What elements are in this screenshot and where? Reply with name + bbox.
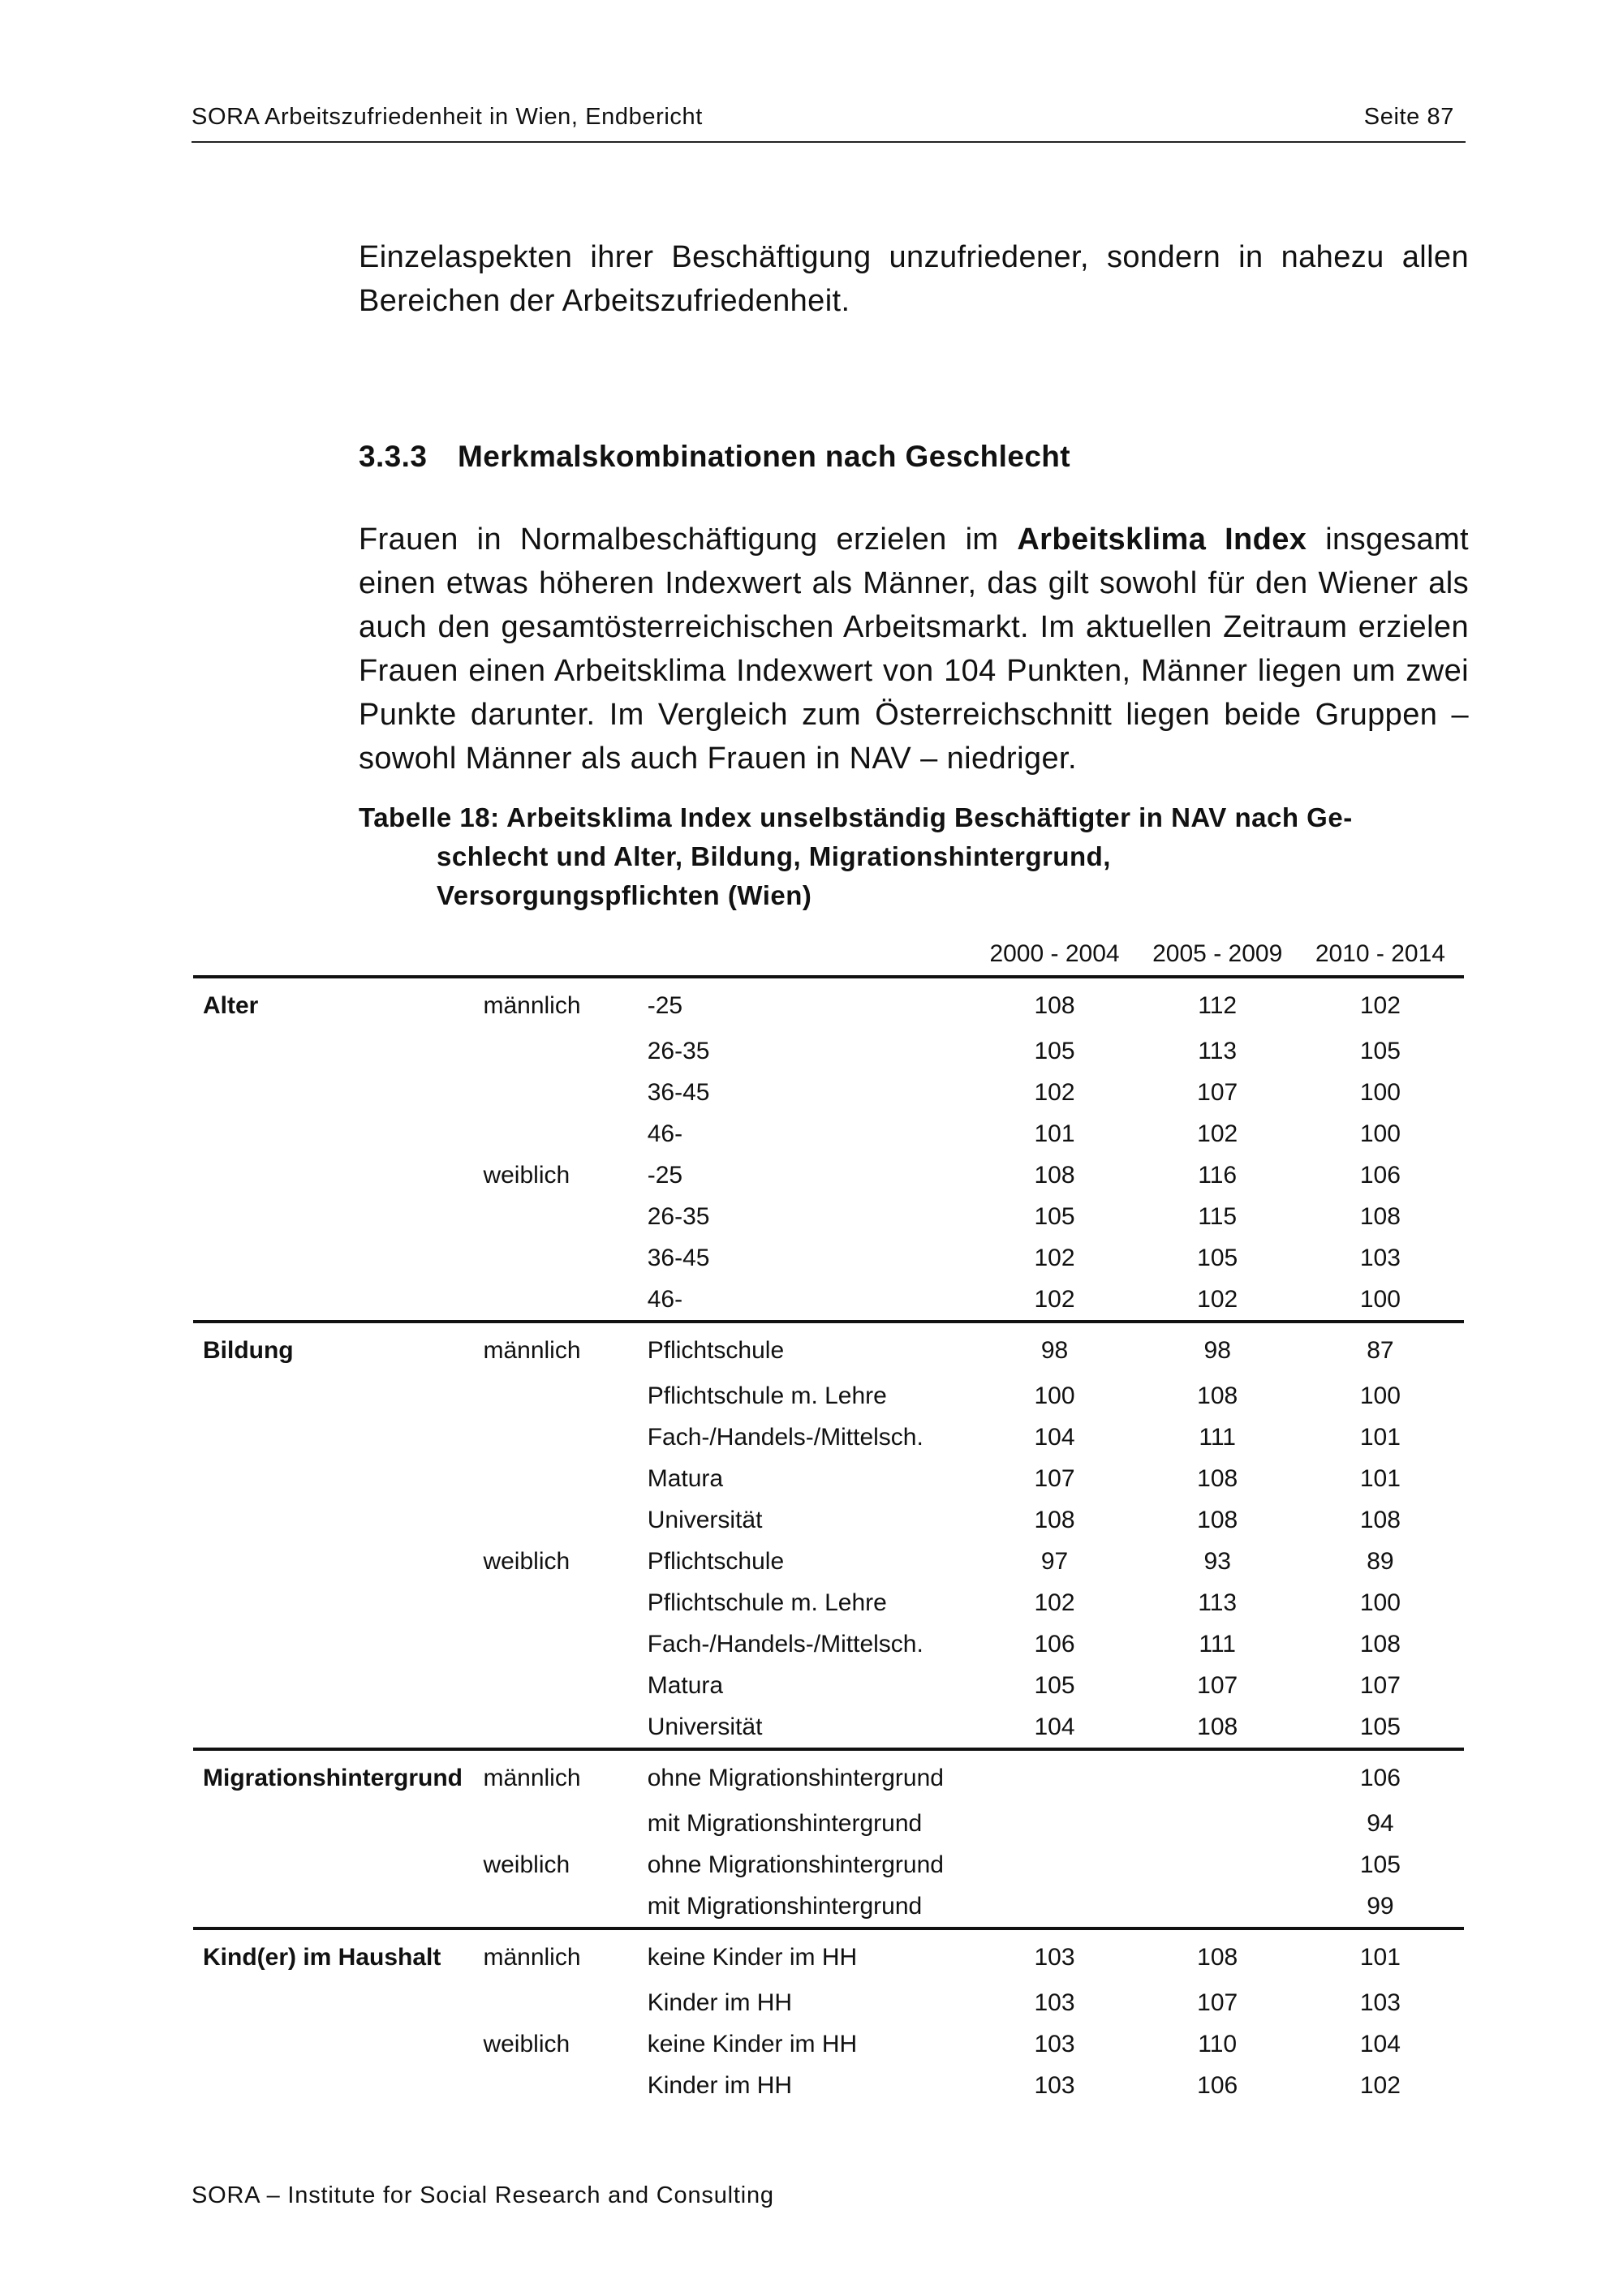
value-2010-2014: 103 xyxy=(1359,1989,1401,2016)
value-2010-2014: 100 xyxy=(1359,1589,1401,1616)
row-label: Matura xyxy=(647,1464,724,1492)
group-label xyxy=(193,1541,483,1582)
value-2000-2004: 102 xyxy=(1034,1589,1075,1616)
value-2010-2014: 102 xyxy=(1359,992,1401,1019)
row-label: 36-45 xyxy=(647,1244,710,1271)
spacer xyxy=(1462,1030,1464,1072)
sex-label: männlich xyxy=(483,1337,581,1364)
table-row xyxy=(193,977,1464,1030)
value-2005-2009: 108 xyxy=(1197,1464,1238,1492)
group-label xyxy=(193,1030,483,1072)
column-header: 2010 - 2014 xyxy=(1298,933,1462,977)
spacer xyxy=(1462,1113,1464,1154)
spacer xyxy=(1462,1279,1464,1322)
spacer xyxy=(1462,1541,1464,1582)
group-label xyxy=(193,1803,483,1844)
value-2010-2014: 100 xyxy=(1359,1120,1401,1147)
spacer xyxy=(1462,1072,1464,1113)
value-2010-2014: 106 xyxy=(1359,1765,1401,1791)
value-2010-2014: 105 xyxy=(1359,1851,1401,1878)
table-row xyxy=(193,1844,1464,1885)
sex-label xyxy=(483,1623,647,1665)
value-2000-2004: 103 xyxy=(1034,2071,1075,2099)
header-title: SORA Arbeitszufriedenheit in Wien, Endbericht xyxy=(192,104,703,130)
table-row xyxy=(193,1803,1464,1844)
sex-label: männlich xyxy=(483,1765,581,1791)
table-row xyxy=(193,1982,1464,2023)
value-2010-2014: 101 xyxy=(1359,1464,1401,1492)
column-header: 2005 - 2009 xyxy=(1137,933,1298,977)
spacer xyxy=(1462,1928,1464,1982)
sex-label xyxy=(483,1982,647,2023)
sex-label xyxy=(483,1499,647,1541)
value-2005-2009: 93 xyxy=(1203,1547,1231,1575)
group-label xyxy=(193,1375,483,1417)
table-caption xyxy=(359,798,1430,915)
value-2005-2009: 98 xyxy=(1203,1337,1231,1364)
spacer xyxy=(1462,1499,1464,1541)
value-2010-2014: 108 xyxy=(1359,1506,1401,1533)
sex-label: männlich xyxy=(483,1944,581,1971)
row-label: 36-45 xyxy=(647,1078,710,1106)
sex-label: männlich xyxy=(483,992,581,1019)
sex-label xyxy=(483,1072,647,1113)
value-2000-2004: 105 xyxy=(1034,1671,1075,1699)
table-row xyxy=(193,1541,1464,1582)
spacer xyxy=(1462,1803,1464,1844)
table-row xyxy=(193,2023,1464,2065)
footer: SORA – Institute for Social Research and Consulting xyxy=(192,2182,774,2208)
value-2010-2014: 103 xyxy=(1359,1244,1401,1271)
value-2000-2004: 102 xyxy=(1034,1244,1075,1271)
value-2005-2009: 110 xyxy=(1198,2030,1238,2057)
value-2000-2004: 105 xyxy=(1034,1202,1075,1230)
value-2010-2014: 107 xyxy=(1359,1671,1401,1699)
row-label: Fach-/Handels-/Mittelsch. xyxy=(647,1423,923,1451)
section-heading xyxy=(359,440,1070,474)
sex-label: weiblich xyxy=(483,1161,570,1189)
spacer xyxy=(1462,1749,1464,1803)
row-label: -25 xyxy=(647,992,683,1019)
value-2005-2009 xyxy=(1137,1803,1298,1844)
paragraph-main-start: Frauen in Normalbeschäftigung erzielen im xyxy=(359,522,1018,557)
sex-label xyxy=(483,1030,647,1072)
table-row xyxy=(193,1113,1464,1154)
value-2005-2009: 107 xyxy=(1197,1671,1238,1699)
value-2005-2009: 102 xyxy=(1137,1279,1298,1322)
caption-line-1: Tabelle 18: Arbeitsklima Index unselbständig Beschäftigter in NAV nach Ge- xyxy=(359,802,1353,832)
spacer xyxy=(1462,2023,1464,2065)
value-2005-2009 xyxy=(1137,1749,1298,1803)
group-label xyxy=(193,1582,483,1623)
value-2000-2004: 100 xyxy=(1034,1382,1075,1409)
row-label: Matura xyxy=(647,1671,724,1699)
sex-label xyxy=(483,1196,647,1237)
column-header: 2000 - 2004 xyxy=(972,933,1136,977)
value-2005-2009: 107 xyxy=(1197,1989,1238,2016)
group-label xyxy=(193,1279,483,1322)
spacer xyxy=(1462,1237,1464,1279)
group-label: Bildung xyxy=(203,1337,294,1364)
value-2000-2004 xyxy=(972,1844,1136,1885)
value-2010-2014: 100 xyxy=(1359,1078,1401,1106)
sex-label xyxy=(483,1885,647,1928)
table-row xyxy=(193,1458,1464,1499)
sex-label xyxy=(483,1375,647,1417)
group-label xyxy=(193,2065,483,2106)
value-2000-2004: 105 xyxy=(1034,1037,1075,1064)
value-2010-2014: 108 xyxy=(1359,1202,1401,1230)
spacer xyxy=(1462,1582,1464,1623)
row-label: -25 xyxy=(647,1161,683,1189)
row-label: Universität xyxy=(647,1506,763,1533)
value-2005-2009: 102 xyxy=(1197,1120,1238,1147)
sex-label xyxy=(483,1417,647,1458)
spacer xyxy=(1462,1885,1464,1928)
row-label: Pflichtschule m. Lehre xyxy=(647,1589,887,1616)
value-2005-2009: 107 xyxy=(1197,1078,1238,1106)
row-label: 26-35 xyxy=(647,1202,710,1230)
value-2000-2004 xyxy=(972,1803,1136,1844)
spacer xyxy=(1462,1154,1464,1196)
value-2000-2004: 108 xyxy=(1034,1506,1075,1533)
caption-line-2: schlecht und Alter, Bildung, Migrationshintergrund, xyxy=(437,841,1111,871)
value-2000-2004 xyxy=(972,1885,1136,1928)
group-label xyxy=(193,1113,483,1154)
paragraph-main xyxy=(359,518,1469,780)
table-row xyxy=(193,2065,1464,2106)
group-label xyxy=(193,1844,483,1885)
spacer xyxy=(1462,1196,1464,1237)
row-label: Kinder im HH xyxy=(647,2071,793,2099)
value-2005-2009: 111 xyxy=(1199,1630,1236,1658)
caption-line-3: Versorgungspflichten (Wien) xyxy=(437,880,812,910)
row-label: Kinder im HH xyxy=(647,1989,793,2016)
value-2010-2014: 89 xyxy=(1367,1547,1394,1575)
sex-label xyxy=(483,1237,647,1279)
group-label xyxy=(193,2023,483,2065)
table-row xyxy=(193,1154,1464,1196)
paragraph-intro: Einzelaspekten ihrer Beschäftigung unzufriedener, sondern in nahezu allen Bereichen der Arbeitszufriedenheit. xyxy=(359,240,1469,318)
group-label xyxy=(193,1237,483,1279)
spacer xyxy=(1462,977,1464,1030)
value-2005-2009: 108 xyxy=(1197,1506,1238,1533)
spacer xyxy=(1462,2065,1464,2106)
value-2000-2004: 104 xyxy=(1034,1423,1075,1451)
table-row xyxy=(193,1582,1464,1623)
value-2005-2009: 108 xyxy=(1137,1706,1298,1749)
group-label xyxy=(193,1982,483,2023)
value-2010-2014: 87 xyxy=(1367,1337,1394,1364)
data-table xyxy=(193,933,1464,2106)
section-number: 3.3.3 xyxy=(359,440,428,473)
group-label xyxy=(193,1499,483,1541)
value-2005-2009: 112 xyxy=(1198,992,1238,1019)
spacer xyxy=(1462,1375,1464,1417)
row-label: Pflichtschule m. Lehre xyxy=(647,1382,887,1409)
sex-label: weiblich xyxy=(483,1547,570,1575)
sex-label xyxy=(483,1803,647,1844)
sex-label xyxy=(483,1458,647,1499)
value-2005-2009: 113 xyxy=(1198,1589,1238,1616)
spacer xyxy=(1462,1665,1464,1706)
sex-label xyxy=(483,1279,647,1322)
row-label: Pflichtschule xyxy=(647,1547,785,1575)
row-label: mit Migrationshintergrund xyxy=(647,1809,923,1837)
value-2000-2004: 101 xyxy=(1034,1120,1075,1147)
row-label: keine Kinder im HH xyxy=(647,2030,858,2057)
table-row xyxy=(193,1417,1464,1458)
value-2005-2009: 108 xyxy=(1197,1382,1238,1409)
value-2010-2014: 101 xyxy=(1359,1423,1401,1451)
spacer xyxy=(1462,1623,1464,1665)
table-row xyxy=(193,1375,1464,1417)
spacer xyxy=(1462,1706,1464,1749)
table-row xyxy=(193,1322,1464,1375)
value-2000-2004 xyxy=(972,1749,1136,1803)
table-row xyxy=(193,1196,1464,1237)
group-label xyxy=(193,1885,483,1928)
table-header-row xyxy=(193,933,1464,977)
row-label: ohne Migrationshintergrund xyxy=(647,1851,944,1878)
page-number: Seite 87 xyxy=(1363,104,1454,130)
sex-label xyxy=(483,1582,647,1623)
value-2005-2009 xyxy=(1137,1844,1298,1885)
value-2010-2014: 101 xyxy=(1359,1944,1401,1971)
row-label: ohne Migrationshintergrund xyxy=(647,1765,944,1791)
value-2005-2009: 115 xyxy=(1198,1202,1238,1230)
row-label: 46- xyxy=(648,1279,973,1322)
value-2000-2004: 103 xyxy=(1034,2030,1075,2057)
value-2010-2014: 99 xyxy=(1298,1885,1462,1928)
value-2010-2014: 102 xyxy=(1359,2071,1401,2099)
paragraph-main-rest: insgesamt einen etwas höheren Indexwert als Männer, das gilt sowohl für den Wiener als auch den gesamtösterreichischen Arbeitsmarkt. Im aktuellen Zeitraum erzielen Frauen einen Arbeitsklima Indexwert von 104 Punkten, Männer liegen um zwei Punkte darunter. Im Vergleich zum Österreichschnitt liegen beide Gruppen – sowohl Männer als auch Frauen in NAV – niedriger. xyxy=(359,522,1470,776)
spacer xyxy=(1462,1417,1464,1458)
table-row xyxy=(193,1072,1464,1113)
value-2000-2004: 104 xyxy=(972,1706,1136,1749)
sex-label: weiblich xyxy=(483,2030,570,2057)
value-2000-2004: 102 xyxy=(972,1279,1136,1322)
row-label: 46- xyxy=(647,1120,683,1147)
value-2010-2014: 108 xyxy=(1359,1630,1401,1658)
group-label: Kind(er) im Haushalt xyxy=(203,1944,441,1971)
table-row xyxy=(193,1706,1464,1749)
group-label xyxy=(193,1665,483,1706)
value-2010-2014: 100 xyxy=(1359,1382,1401,1409)
table-row xyxy=(193,1928,1464,1982)
value-2005-2009: 106 xyxy=(1197,2071,1238,2099)
value-2000-2004: 106 xyxy=(1034,1630,1075,1658)
value-2005-2009: 108 xyxy=(1197,1944,1238,1971)
group-label: Alter xyxy=(203,992,259,1019)
group-label xyxy=(193,1706,483,1749)
group-label xyxy=(193,1154,483,1196)
group-label xyxy=(193,1072,483,1113)
value-2000-2004: 108 xyxy=(1034,1161,1075,1189)
value-2000-2004: 103 xyxy=(1034,1989,1075,2016)
table-row xyxy=(193,1030,1464,1072)
value-2000-2004: 98 xyxy=(1040,1337,1069,1364)
sex-label xyxy=(483,1706,647,1749)
group-label xyxy=(193,1623,483,1665)
table-row xyxy=(193,1749,1464,1803)
group-label xyxy=(193,1196,483,1237)
section-title: Merkmalskombinationen nach Geschlecht xyxy=(458,440,1071,473)
group-label xyxy=(193,1417,483,1458)
value-2000-2004: 103 xyxy=(1034,1944,1075,1971)
value-2005-2009: 113 xyxy=(1198,1037,1238,1064)
spacer xyxy=(1462,1982,1464,2023)
row-label: mit Migrationshintergrund xyxy=(648,1885,973,1928)
paragraph-main-bold: Arbeitsklima Index xyxy=(1017,522,1307,557)
value-2000-2004: 97 xyxy=(1040,1547,1069,1575)
sex-label xyxy=(483,1665,647,1706)
table-row xyxy=(193,1499,1464,1541)
running-header xyxy=(192,104,1466,143)
sex-label: weiblich xyxy=(483,1851,570,1878)
row-label: Universität xyxy=(648,1706,973,1749)
sex-label xyxy=(483,2065,647,2106)
table-row xyxy=(193,1237,1464,1279)
value-2010-2014: 105 xyxy=(1359,1037,1401,1064)
spacer xyxy=(1462,1844,1464,1885)
table-row xyxy=(193,1665,1464,1706)
value-2010-2014: 104 xyxy=(1359,2030,1401,2057)
value-2000-2004: 107 xyxy=(1034,1464,1075,1492)
table-row xyxy=(193,1623,1464,1665)
sex-label xyxy=(483,1113,647,1154)
value-2005-2009 xyxy=(1137,1885,1298,1928)
table-row xyxy=(193,1279,1464,1322)
value-2010-2014: 105 xyxy=(1298,1706,1462,1749)
value-2000-2004: 108 xyxy=(1034,992,1075,1019)
spacer xyxy=(1462,1458,1464,1499)
row-label: Pflichtschule xyxy=(647,1337,785,1364)
row-label: keine Kinder im HH xyxy=(647,1944,858,1971)
group-label: Migrationshintergrund xyxy=(203,1765,463,1791)
table-row xyxy=(193,1885,1464,1928)
value-2005-2009: 111 xyxy=(1199,1423,1236,1451)
value-2005-2009: 105 xyxy=(1197,1244,1238,1271)
value-2010-2014: 94 xyxy=(1367,1809,1394,1837)
row-label: 26-35 xyxy=(647,1037,710,1064)
value-2010-2014: 106 xyxy=(1359,1161,1401,1189)
spacer xyxy=(1462,1322,1464,1375)
value-2005-2009: 116 xyxy=(1198,1161,1238,1189)
group-label xyxy=(193,1458,483,1499)
row-label: Fach-/Handels-/Mittelsch. xyxy=(647,1630,923,1658)
value-2000-2004: 102 xyxy=(1034,1078,1075,1106)
value-2010-2014: 100 xyxy=(1298,1279,1462,1322)
